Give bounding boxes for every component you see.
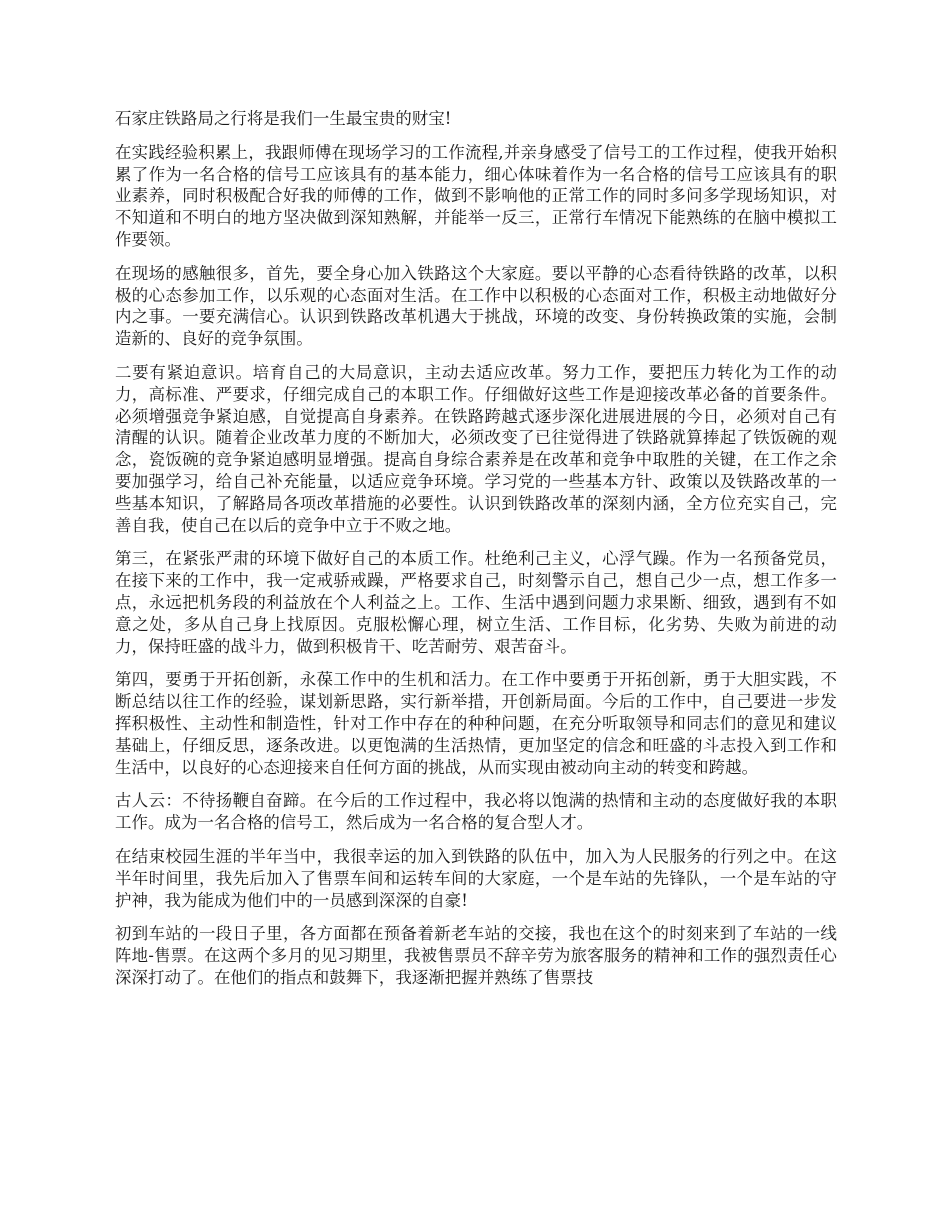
document-body — [115, 108, 837, 1001]
paragraph-2: 在实践经验积累上，我跟师傅在现场学习的工作流程,并亲身感受了信号工的工作过程，使我开始积累了作为一名合格的信号工应该具有的基本能力，细心体味着作为一名合格的信号工应该具有的职业素养，同时积极配合好我的师傅的工作，做到不影响他的正常工作的同时多问多学现场知识，对不知道和不明白的地方坚决做到深知熟解，并能举一反三，正常行车情况下能熟练的在脑中模拟工作要领。 — [115, 142, 837, 249]
paragraph-5: 第三，在紧张严肃的环境下做好自己的本质工作。杜绝利己主义，心浮气躁。作为一名预备党员，在接下来的工作中，我一定戒骄戒躁，严格要求自己，时刻警示自己，想自己少一点，想工作多一点，永远把机务段的利益放在个人利益之上。工作、生活中遇到问题力求果断、细致，遇到有不如意之处，多从自己身上找原因。克服松懈心理，树立生活、工作目标，化劣势、失败为前进的动力，保持旺盛的战斗力，做到积极肯干、吃苦耐劳、艰苦奋斗。 — [115, 549, 837, 656]
paragraph-9: 初到车站的一段日子里，各方面都在预备着新老车站的交接，我也在这个的时刻来到了车站的一线阵地-售票。在这两个多月的见习期里，我被售票员不辞辛劳为旅客服务的精神和工作的强烈责任心深深打动了。在他们的指点和鼓舞下，我逐渐把握并熟练了售票技 — [115, 924, 837, 987]
paragraph-8: 在结束校园生涯的半年当中，我很幸运的加入到铁路的队伍中，加入为人民服务的行列之中。在这半年时间里，我先后加入了售票车间和运转车间的大家庭，一个是车站的先锋队，一个是车站的守护神，我为能成为他们中的一员感到深深的自豪! — [115, 846, 837, 910]
paragraph-3: 在现场的感触很多，首先，要全身心加入铁路这个大家庭。要以平静的心态看待铁路的改革，以积极的心态参加工作，以乐观的心态面对生活。在工作中以积极的心态面对工作，积极主动地做好分内之事。一要充满信心。认识到铁路改革机遇大于挑战，环境的改变、身份转换政策的实施，会制造新的、良好的竞争氛围。 — [115, 263, 837, 349]
paragraph-1: 石家庄铁路局之行将是我们一生最宝贵的财宝! — [115, 109, 452, 128]
paragraph-7: 古人云：不待扬鞭自奋蹄。在今后的工作过程中，我必将以饱满的热情和主动的态度做好我的本职工作。成为一名合格的信号工，然后成为一名合格的复合型人才。 — [115, 791, 837, 833]
paragraph-6: 第四，要勇于开拓创新，永葆工作中的生机和活力。在工作中要勇于开拓创新，勇于大胆实践，不断总结以往工作的经验，谋划新思路，实行新举措，开创新局面。今后的工作中，自己要进一步发挥积极性、主动性和制造性，针对工作中存在的种种问题，在充分听取领导和同志们的意见和建议基础上，仔细反思，逐条改进。以更饱满的生活热情，更加坚定的信念和旺盛的斗志投入到工作和生活中，以良好的心态迎接来自任何方面的挑战，从而实现由被动向主动的转变和跨越。 — [115, 670, 837, 777]
paragraph-4: 二要有紧迫意识。培育自己的大局意识，主动去适应改革。努力工作，要把压力转化为工作的动力，高标准、严要求，仔细完成自己的本职工作。仔细做好这些工作是迎接改革必备的首要条件。必须增强竞争紧迫感，自觉提高自身素养。在铁路跨越式逐步深化进展进展的今日，必须对自己有清醒的认识。随着企业改革力度的不断加大，必须改变了已往觉得进了铁路就算捧起了铁饭碗的观念，瓷饭碗的竞争紧迫感明显增强。提高自身综合素养是在改革和竞争中取胜的关键，在工作之余要加强学习，给自己补充能量，以适应竞争环境。学习党的一些基本方针、政策以及铁路改革的一些基本知识，了解路局各项改革措施的必要性。认识到铁路改革的深刻内涵，全方位充实自己，完善自我，使自己在以后的竞争中立于不败之地。 — [115, 362, 837, 535]
